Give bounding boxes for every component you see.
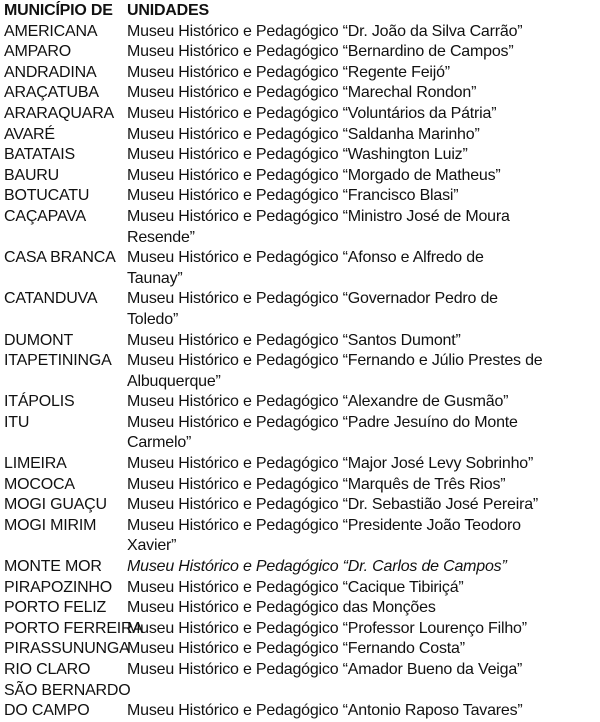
municipio-cell <box>4 454 127 475</box>
table-row <box>4 557 600 578</box>
municipio-cell-line: PIRAPOZINHO <box>4 578 113 596</box>
unidade-cell <box>127 495 600 516</box>
unidade-cell-line: Museu Histórico e Pedagógico “Fernando Costa” <box>127 640 465 658</box>
unidade-cell <box>127 351 600 392</box>
table-row <box>4 207 600 248</box>
unidade-cell-line: Museu Histórico e Pedagógico “Dr. João da Silva Carrão” <box>127 22 523 40</box>
municipio-cell-line: AMPARO <box>4 43 71 61</box>
unidade-cell-line: Museu Histórico e Pedagógico “Voluntários da Pátria” <box>127 104 497 122</box>
municipio-cell <box>4 22 127 43</box>
municipio-cell <box>4 516 127 557</box>
table-row <box>4 660 600 681</box>
unidade-cell-line: Toledo” <box>127 310 179 328</box>
table-row <box>4 516 600 557</box>
unidade-cell-line: Museu Histórico e Pedagógico “Antonio Raposo Tavares” <box>127 702 523 720</box>
municipio-cell <box>4 392 127 413</box>
unidade-cell <box>127 578 600 599</box>
header-unidades: UNIDADES <box>127 2 209 19</box>
municipio-cell-line: ARAÇATUBA <box>4 84 99 102</box>
unidade-cell-line: Museu Histórico e Pedagógico “Afonso e Alfredo de <box>127 249 484 267</box>
municipio-cell-line: BAURU <box>4 166 60 184</box>
municipio-cell <box>4 248 127 289</box>
museum-rows <box>4 22 600 722</box>
unidade-cell-line: Museu Histórico e Pedagógico “Regente Feijó” <box>127 63 450 81</box>
unidade-cell-line: Museu Histórico e Pedagógico “Fernando e Júlio Prestes de <box>127 352 543 370</box>
municipio-cell-line: DUMONT <box>4 331 74 349</box>
municipio-cell-line: BOTUCATU <box>4 187 90 205</box>
municipio-cell-line: ITU <box>4 413 30 431</box>
table-row <box>4 413 600 454</box>
unidade-cell-line: Museu Histórico e Pedagógico “Amador Bueno da Veiga” <box>127 661 523 678</box>
table-row <box>4 248 600 289</box>
municipio-cell-line: RIO CLARO <box>4 661 91 678</box>
unidade-cell-line: Museu Histórico e Pedagógico “Ministro José de Moura <box>127 207 510 225</box>
unidade-cell-line: Museu Histórico e Pedagógico “Francisco Blasi” <box>127 187 459 205</box>
table-row <box>4 104 600 125</box>
unidade-cell <box>127 475 600 496</box>
municipio-cell-line: AVARÉ <box>4 125 55 143</box>
municipio-cell <box>4 557 127 578</box>
municipio-cell <box>4 289 127 330</box>
municipio-cell-line: MOGI GUAÇU <box>4 496 107 514</box>
unidade-cell <box>127 619 600 640</box>
unidade-cell <box>127 392 600 413</box>
unidade-cell-line: Albuquerque” <box>127 372 221 390</box>
municipio-cell-line: ITÁPOLIS <box>4 393 75 411</box>
unidade-cell <box>127 639 600 660</box>
table-row <box>4 63 600 84</box>
municipio-cell-line: CAÇAPAVA <box>4 207 86 225</box>
unidade-cell <box>127 598 600 619</box>
municipio-cell <box>4 63 127 84</box>
municipio-cell <box>4 639 130 660</box>
table-row <box>4 475 600 496</box>
unidade-cell <box>127 83 600 104</box>
table-row <box>4 289 600 330</box>
table-row <box>4 42 600 63</box>
municipio-cell-line: DO CAMPO <box>4 702 90 720</box>
unidade-cell <box>127 42 600 63</box>
unidade-cell-line: Museu Histórico e Pedagógico “Cacique Tibiriçá” <box>127 578 464 596</box>
municipio-cell-line: AMERICANA <box>4 22 98 40</box>
unidade-cell <box>127 166 600 187</box>
municipio-cell <box>4 145 127 166</box>
municipio-cell-line: CATANDUVA <box>4 290 98 308</box>
unidade-cell <box>127 413 600 454</box>
unidade-cell-line: Museu Histórico e Pedagógico “Dr. Carlos de Campos” <box>127 558 507 576</box>
table-row <box>4 639 600 660</box>
municipio-cell-line: PIRASSUNUNGA <box>4 640 130 658</box>
municipio-cell-line: SÃO BERNARDO <box>4 681 131 699</box>
header-municipio: MUNICÍPIO DE <box>4 2 113 19</box>
unidade-cell-line <box>127 681 600 702</box>
unidade-cell-line: Xavier” <box>127 537 177 555</box>
table-row <box>4 578 600 599</box>
table-row <box>4 125 600 146</box>
municipio-cell <box>4 681 131 722</box>
unidade-cell-line: Museu Histórico e Pedagógico “Padre Jesuíno do Monte <box>127 413 518 431</box>
unidade-cell-line: Museu Histórico e Pedagógico “Marquês de Três Rios” <box>127 475 506 493</box>
municipio-cell <box>4 495 127 516</box>
municipio-cell <box>4 104 127 125</box>
unidade-cell-line: Museu Histórico e Pedagógico das Monções <box>127 599 436 617</box>
table-row <box>4 145 600 166</box>
municipio-cell-line: PORTO FELIZ <box>4 599 107 617</box>
table-row <box>4 598 600 619</box>
unidade-cell <box>127 104 600 125</box>
municipio-cell <box>4 166 127 187</box>
municipio-cell <box>4 578 127 599</box>
table-row <box>4 392 600 413</box>
municipio-cell <box>4 619 143 640</box>
unidade-cell-line: Museu Histórico e Pedagógico “Presidente João Teodoro <box>127 516 521 534</box>
municipio-cell <box>4 351 127 392</box>
table-row <box>4 495 600 516</box>
unidade-cell <box>127 681 600 722</box>
unidade-cell-line: Museu Histórico e Pedagógico “Alexandre de Gusmão” <box>127 393 509 411</box>
table-row <box>4 331 600 352</box>
unidade-cell-line: Carmelo” <box>127 434 192 452</box>
unidade-cell <box>127 331 600 352</box>
municipio-cell <box>4 83 127 104</box>
table-row <box>4 83 600 104</box>
municipio-cell-line: ANDRADINA <box>4 63 97 81</box>
municipio-cell <box>4 186 127 207</box>
municipio-cell <box>4 42 127 63</box>
unidade-cell <box>127 557 600 578</box>
unidade-cell-line: Museu Histórico e Pedagógico “Professor Lourenço Filho” <box>127 619 527 637</box>
municipio-cell-line: ITAPETININGA <box>4 352 112 370</box>
unidade-cell-line: Museu Histórico e Pedagógico “Morgado de Matheus” <box>127 166 501 184</box>
municipio-cell-line: MONTE MOR <box>4 558 102 576</box>
municipio-cell-line: BATATAIS <box>4 146 76 164</box>
unidade-cell-line: Museu Histórico e Pedagógico “Bernardino de Campos” <box>127 43 514 61</box>
unidade-cell-line: Taunay” <box>127 269 183 287</box>
municipio-cell <box>4 598 127 619</box>
unidade-cell-line: Resende” <box>127 228 195 246</box>
municipio-cell-line: LIMEIRA <box>4 455 67 473</box>
table-row <box>4 166 600 187</box>
unidade-cell-line: Museu Histórico e Pedagógico “Santos Dumont” <box>127 331 461 349</box>
table-row <box>4 619 600 640</box>
table-row <box>4 681 600 722</box>
table-row <box>4 454 600 475</box>
unidade-cell <box>127 186 600 207</box>
unidade-cell-line: Museu Histórico e Pedagógico “Washington Luiz” <box>127 146 468 164</box>
unidade-cell-line: Museu Histórico e Pedagógico “Major José Levy Sobrinho” <box>127 455 534 473</box>
municipio-cell-line: MOCOCA <box>4 475 75 493</box>
unidade-cell <box>127 516 600 557</box>
unidade-cell-line: Museu Histórico e Pedagógico “Saldanha Marinho” <box>127 125 480 143</box>
table-row <box>4 186 600 207</box>
municipio-cell <box>4 331 127 352</box>
header-row <box>4 1 600 22</box>
municipio-cell-line: CASA BRANCA <box>4 249 116 267</box>
unidade-cell-line: Museu Histórico e Pedagógico “Governador Pedro de <box>127 290 498 308</box>
municipio-cell <box>4 125 127 146</box>
unidade-cell <box>127 125 600 146</box>
municipio-cell <box>4 660 127 681</box>
unidade-cell-line: Museu Histórico e Pedagógico “Marechal Rondon” <box>127 84 477 102</box>
unidade-cell-line: Museu Histórico e Pedagógico “Dr. Sebastião José Pereira” <box>127 496 539 514</box>
unidade-cell <box>127 248 600 289</box>
unidade-cell <box>127 660 600 681</box>
municipio-cell-line: MOGI MIRIM <box>4 516 97 534</box>
municipio-cell-line: PORTO FERREIRA <box>4 619 143 637</box>
municipio-cell <box>4 207 127 248</box>
unidade-cell <box>127 454 600 475</box>
municipio-cell <box>4 413 127 454</box>
unidade-cell <box>127 22 600 43</box>
unidade-cell <box>127 63 600 84</box>
municipio-cell-line: ARARAQUARA <box>4 104 115 122</box>
municipio-cell <box>4 475 127 496</box>
unidade-cell <box>127 207 600 248</box>
table-row <box>4 351 600 392</box>
table-row <box>4 22 600 43</box>
unidade-cell <box>127 145 600 166</box>
unidade-cell <box>127 289 600 330</box>
